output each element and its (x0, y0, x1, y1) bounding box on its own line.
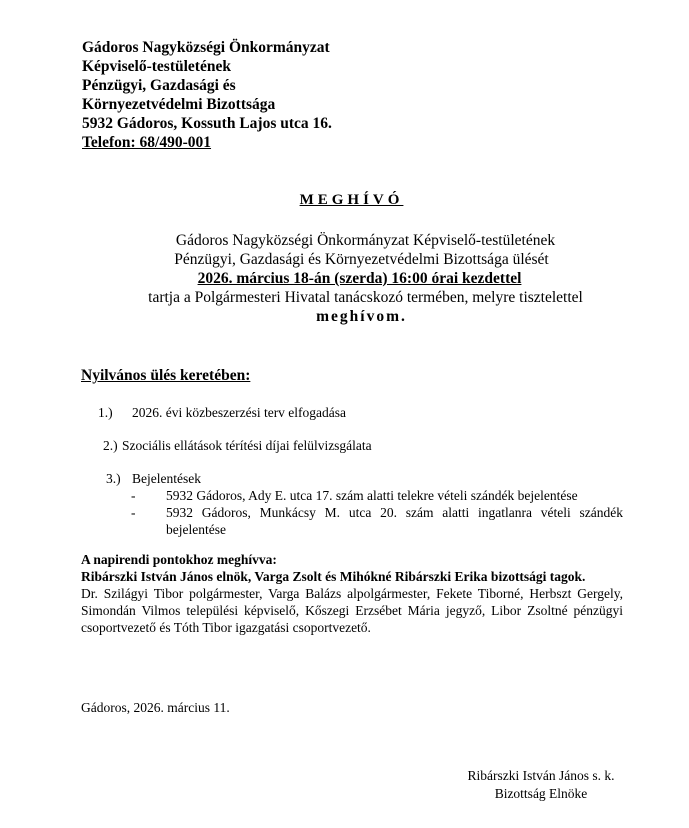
letterhead-line-4: Környezetvédelmi Bizottsága (82, 96, 276, 113)
other-invitees: Dr. Szilágyi Tibor polgármester, Varga Balázs alpolgármester, Fekete Tiborné, Herbszt Gergely, Simondán Vilmos települési képviselő, Kőszegi Erzsébet Mária jegyző, Libor Zsoltné pénzügyi csoportvezető és Tóth Tibor igazgatási csoportvezető. (81, 586, 623, 635)
announcement-list (131, 487, 623, 538)
list-dash: - (131, 505, 136, 520)
letterhead-address: 5932 Gádoros, Kossuth Lajos utca 16. (82, 115, 332, 132)
letterhead-line-1: Gádoros Nagyközségi Önkormányzat (82, 39, 330, 56)
place-and-date: Gádoros, 2026. március 11. (81, 700, 230, 715)
intro-line-1: Gádoros Nagyközségi Önkormányzat Képviselő-testületének (175, 232, 556, 249)
agenda-item-number: 2.) (103, 438, 118, 453)
letterhead-line-2: Képviselő-testületének (82, 58, 231, 75)
intro-line-2: Pénzügyi, Gazdasági és Környezetvédelmi Bizottsága ülését (174, 251, 549, 268)
announcement-item (131, 504, 623, 538)
meeting-datetime: 2026. március 18-án (szerda) 16:00 órai kezdettel (197, 270, 522, 287)
agenda-item-number: 3.) (106, 471, 121, 486)
section-heading: Nyilvános ülés keretében: (81, 367, 251, 384)
letterhead (82, 38, 332, 152)
letterhead-line-3: Pénzügyi, Gazdasági és (82, 77, 236, 94)
announcement-text: 5932 Gádoros, Munkácsy M. utca 20. szám alatti ingatlanra vételi szándék bejelentése (166, 505, 623, 537)
letterhead-phone: Telefon: 68/490-001 (82, 134, 212, 151)
committee-members: Ribárszki István János elnök, Varga Zsolt és Mihókné Ribárszki Erika bizottsági tagok. (81, 569, 586, 584)
signatory-name: Ribárszki István János s. k. (467, 768, 615, 783)
document-title: MEGHÍVÓ (299, 192, 404, 208)
agenda-item-number: 1.) (98, 405, 113, 420)
agenda-item-text: Bejelentések (132, 471, 201, 486)
agenda-item (98, 404, 347, 421)
invited-section (81, 551, 623, 636)
agenda-item (106, 470, 201, 487)
invite-word: meghívom. (316, 308, 407, 325)
signature-block (453, 767, 629, 803)
list-dash: - (131, 488, 136, 503)
invitation-intro (0, 231, 689, 326)
signatory-role: Bizottság Elnöke (494, 786, 588, 801)
invited-heading: A napirendi pontokhoz meghívva: (81, 552, 277, 567)
agenda-item-text: Szociális ellátások térítési díjai felülvizsgálata (122, 438, 372, 453)
agenda-item-text: 2026. évi közbeszerzési terv elfogadása (132, 405, 347, 420)
announcement-text: 5932 Gádoros, Ady E. utca 17. szám alatti telekre vételi szándék bejelentése (166, 488, 578, 503)
announcement-item (131, 487, 623, 504)
agenda-item (103, 437, 372, 454)
intro-line-4: tartja a Polgármesteri Hivatal tanácskozó termében, melyre tisztelettel (148, 289, 583, 306)
